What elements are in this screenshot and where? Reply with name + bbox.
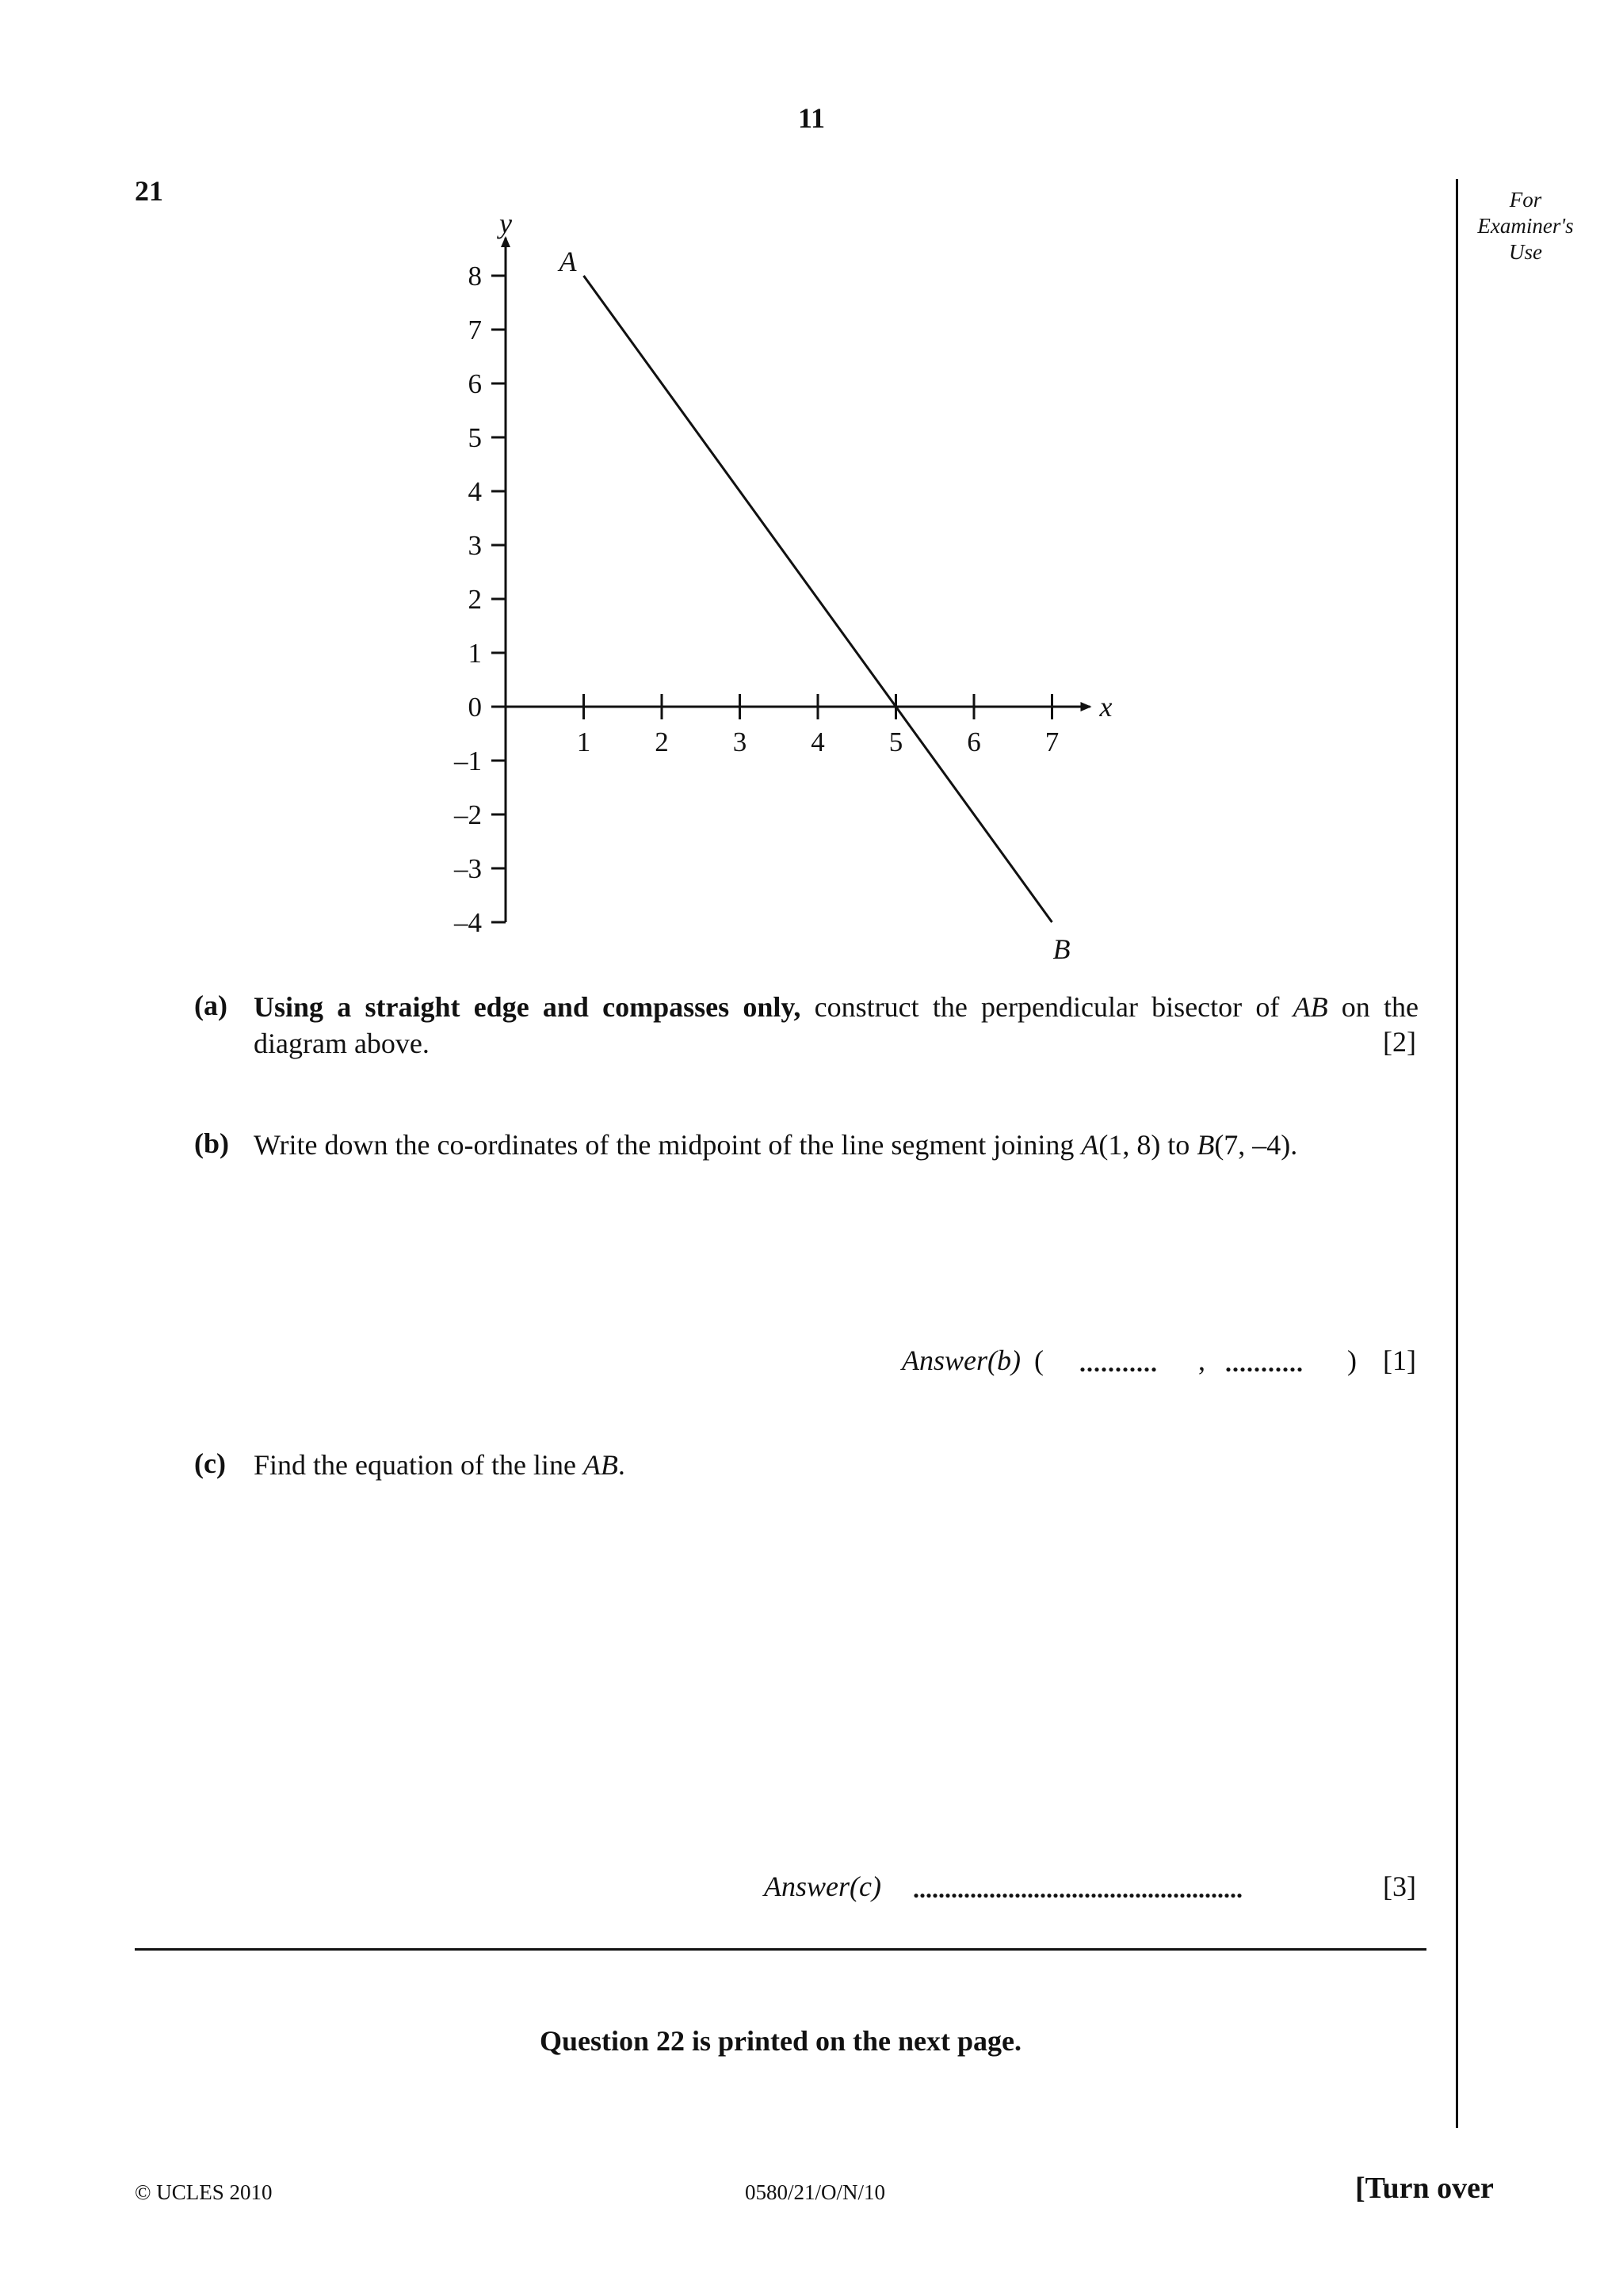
y-tick-label: 6: [468, 368, 482, 399]
x-tick-label: 3: [732, 727, 747, 757]
part-c-text: [254, 1447, 625, 1483]
part-a-label: (a): [194, 990, 227, 1021]
y-tick-label: 2: [468, 584, 482, 615]
part-c-text-1: Find the equation of the line: [254, 1449, 583, 1481]
y-tick-label: –3: [454, 853, 482, 884]
x-tick-label: 1: [576, 727, 591, 757]
part-c-text-2: .: [617, 1449, 625, 1481]
point-b-label: B: [1052, 933, 1071, 965]
part-a-bold-text: Using a straight edge and compasses only,: [254, 991, 801, 1023]
y-axis-label: y: [499, 208, 512, 239]
x-tick-label: 5: [888, 727, 903, 757]
y-tick-label: 3: [468, 530, 482, 561]
part-c-marks: [3]: [1383, 1871, 1416, 1902]
next-page-note: Question 22 is printed on the next page.: [539, 2025, 1022, 2057]
y-tick-label: 5: [468, 422, 482, 453]
footer-turn-over: [Turn over: [1355, 2172, 1494, 2205]
y-tick-label: –4: [454, 907, 482, 938]
answer-b-label: Answer(b): [902, 1344, 1021, 1376]
part-b-label: (b): [194, 1127, 229, 1159]
section-divider: [135, 1948, 1426, 1951]
part-b-marks: [1]: [1383, 1344, 1416, 1376]
part-b-point-a-coords: (1, 8) to: [1098, 1129, 1197, 1161]
answer-b-field-y[interactable]: ...........: [1225, 1348, 1304, 1377]
y-tick-label: 8: [468, 261, 482, 292]
x-tick-label: 2: [655, 727, 669, 757]
part-c-label: (c): [194, 1447, 226, 1479]
part-b-point-b: B: [1197, 1129, 1215, 1161]
y-tick-label: 7: [468, 315, 482, 345]
x-tick-label: 7: [1044, 727, 1060, 757]
coordinate-diagram: [0, 0, 1623, 998]
part-a-marks: [2]: [1383, 1026, 1416, 1058]
answer-b-open: (: [1034, 1344, 1044, 1376]
x-tick-label: 6: [967, 727, 981, 757]
y-tick-label: 4: [468, 476, 482, 507]
line-segment-ab: [584, 276, 1052, 922]
part-a-text-2: on the diagram above.: [254, 991, 1419, 1059]
answer-b-field-x[interactable]: ...........: [1079, 1348, 1158, 1377]
examiner-line-2: Examiner's: [1477, 214, 1574, 238]
answer-c-field[interactable]: ....................................................: [913, 1875, 1243, 1903]
y-tick-label: –1: [454, 746, 482, 776]
part-b-text-1: Write down the co-ordinates of the midpoint of the line segment joining: [254, 1129, 1082, 1161]
part-b-text: [254, 1127, 1442, 1163]
y-tick-label: 1: [468, 638, 482, 669]
footer-copyright: © UCLES 2010: [135, 2180, 273, 2204]
footer-code: 0580/21/O/N/10: [745, 2180, 886, 2204]
point-a-label: A: [559, 246, 577, 277]
examiner-line-3: Use: [1509, 240, 1542, 264]
part-a-text-1: construct the perpendicular bisector of: [800, 991, 1293, 1023]
examiner-line-1: For: [1509, 188, 1542, 212]
answer-b-comma: ,: [1198, 1344, 1205, 1376]
answer-b-close: ): [1347, 1344, 1357, 1376]
answer-c-label: Answer(c): [764, 1871, 881, 1902]
question-number: 21: [135, 175, 163, 207]
y-tick-label: –2: [454, 799, 482, 830]
part-a-text: [254, 989, 1419, 1062]
part-b-point-a: A: [1081, 1129, 1099, 1161]
page-number: 11: [797, 102, 825, 134]
x-axis-label: x: [1099, 691, 1113, 723]
part-b-point-b-coords: (7, –4).: [1214, 1129, 1298, 1161]
x-tick-label: 4: [811, 727, 825, 757]
y-tick-label: 0: [468, 692, 482, 723]
part-a-ab: AB: [1293, 991, 1328, 1023]
part-c-ab: AB: [582, 1449, 618, 1481]
